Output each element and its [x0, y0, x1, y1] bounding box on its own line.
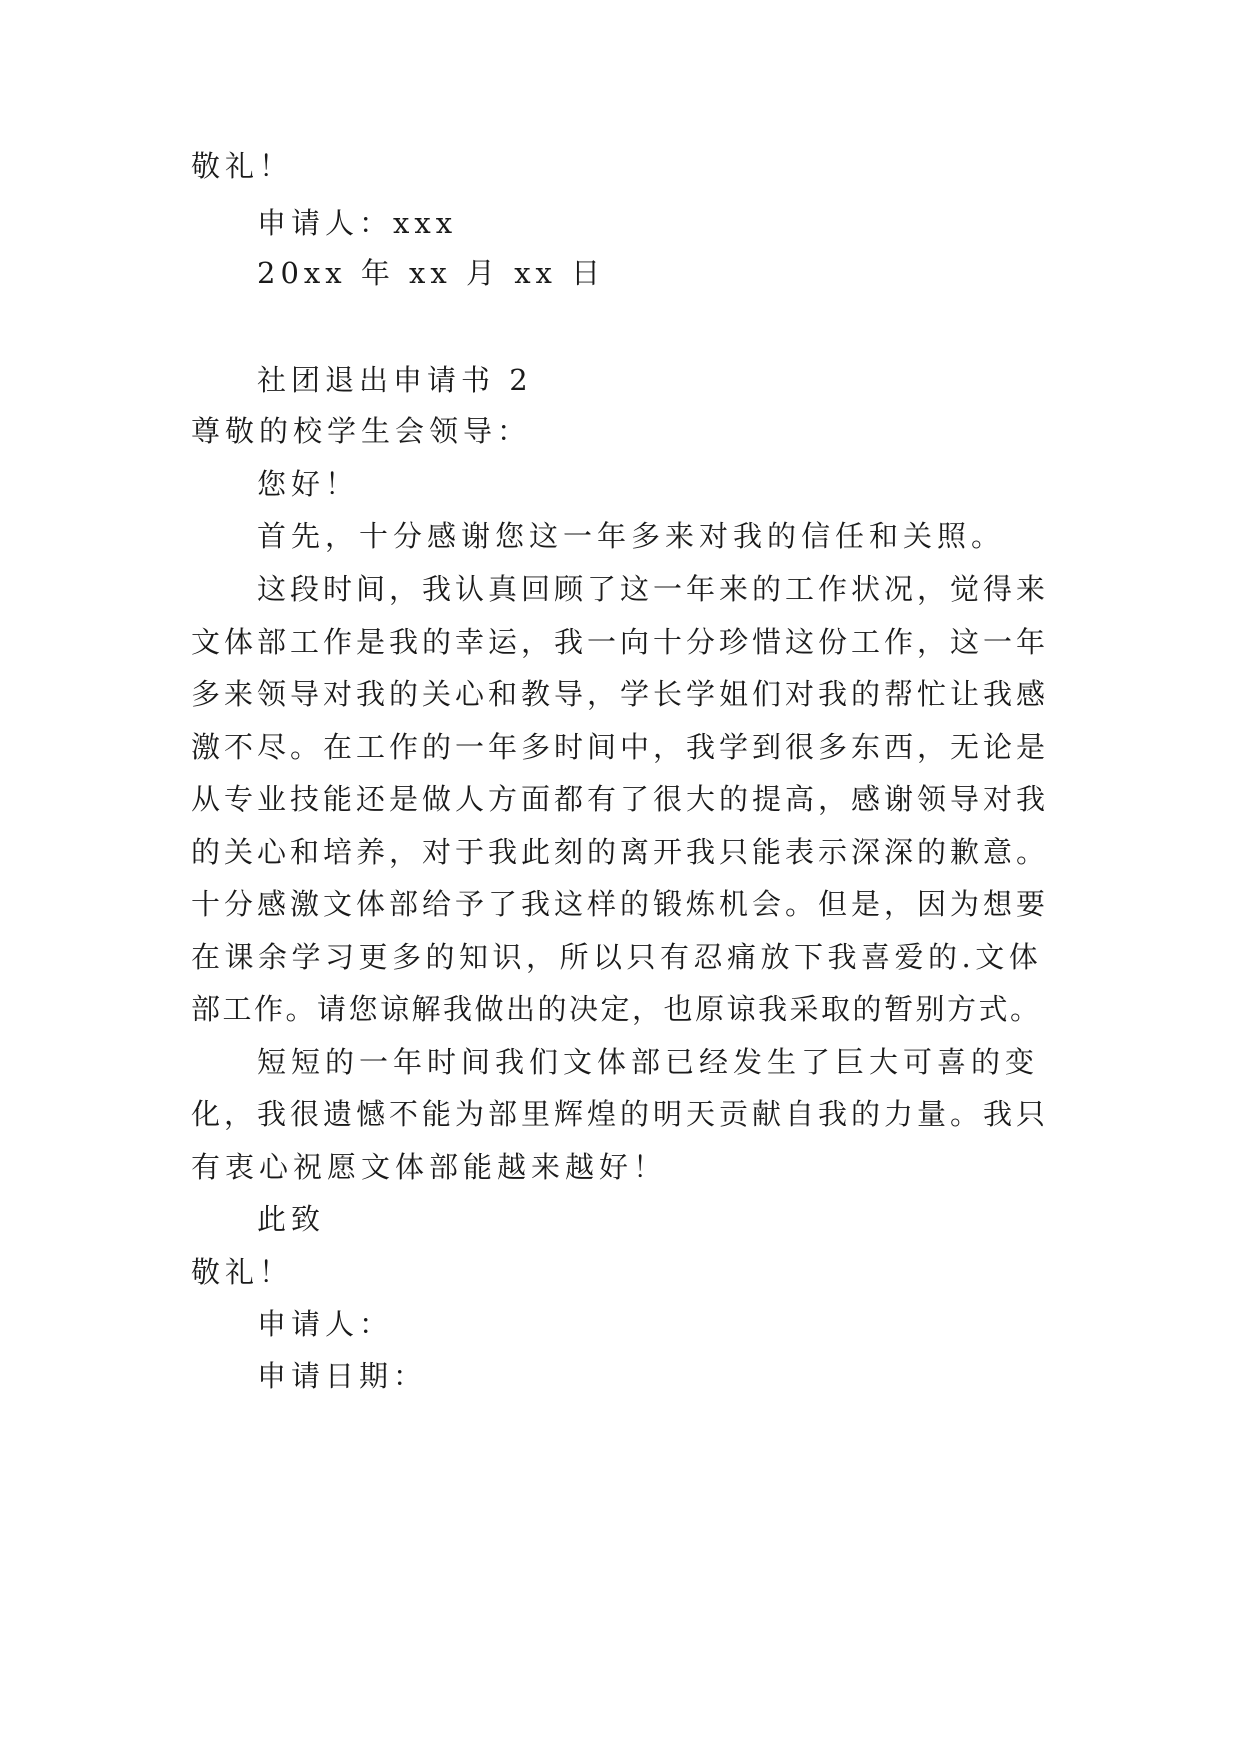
paragraph-line: 首先，十分感谢您这一年多来对我的信任和关照。	[257, 519, 1006, 553]
paragraph-line: 化，我很遗憾不能为部里辉煌的明天贡献自我的力量。我只	[191, 1097, 1050, 1131]
date-line: 申请日期：	[257, 1359, 428, 1393]
paragraph-line: 在课余学习更多的知识，所以只有忍痛放下我喜爱的.文体	[191, 940, 1043, 974]
salutation-text: 敬礼！	[191, 149, 294, 183]
paragraph-line: 激不尽。在工作的一年多时间中，我学到很多东西，无论是	[191, 730, 1050, 764]
salutation-text: 敬礼！	[191, 1255, 294, 1289]
paragraph-line: 短短的一年时间我们文体部已经发生了巨大可喜的变	[257, 1045, 1040, 1079]
addressee-line: 尊敬的校学生会领导：	[191, 414, 532, 448]
paragraph-line: 部工作。请您谅解我做出的决定，也原谅我采取的暂别方式。	[191, 992, 1042, 1026]
applicant-line: 申请人：	[257, 1307, 394, 1341]
closing-line: 此致	[257, 1202, 326, 1236]
paragraph-line: 多来领导对我的关心和教导，学长学姐们对我的帮忙让我感	[191, 677, 1050, 711]
paragraph-line: 从专业技能还是做人方面都有了很大的提高，感谢领导对我	[191, 782, 1050, 816]
paragraph-line: 十分感激文体部给予了我这样的锻炼机会。但是，因为想要	[191, 887, 1050, 921]
date-line: 20xx 年 xx 月 xx 日	[257, 256, 606, 290]
paragraph-line: 的关心和培养，对于我此刻的离开我只能表示深深的歉意。	[191, 835, 1050, 869]
paragraph-line: 有衷心祝愿文体部能越来越好！	[191, 1150, 668, 1184]
section-title: 社团退出申请书 2	[257, 363, 533, 397]
paragraph-line: 这段时间，我认真回顾了这一年来的工作状况，觉得来	[257, 572, 1050, 606]
paragraph-line: 文体部工作是我的幸运，我一向十分珍惜这份工作，这一年	[191, 625, 1050, 659]
applicant-line: 申请人：xxx	[257, 206, 458, 240]
greeting-line: 您好！	[257, 467, 360, 501]
